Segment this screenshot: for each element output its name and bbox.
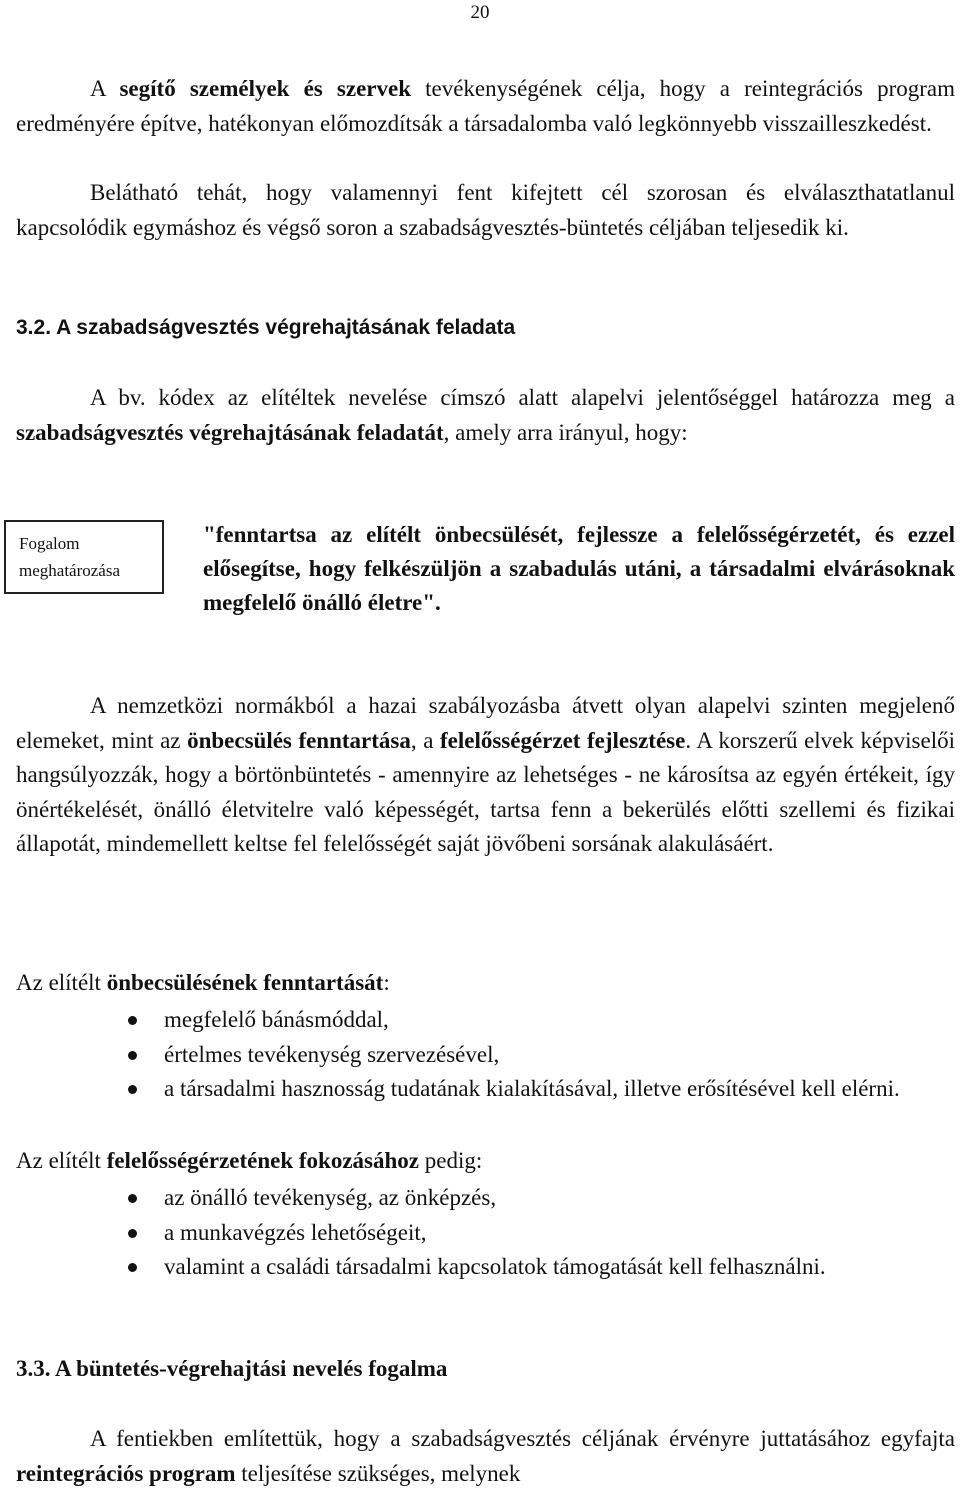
paragraph-purpose: A segítő személyek és szervek tevékenységének célja, hogy a reintegrációs program eredményére építve, hatékonyan előmozdítsák a társadalomba való legkönnyebb visszailleszkedést. [16,76,955,136]
list-item: a társadalmi hasznosság tudatának kialakításával, illetve erősítésével kell elérni. [0,1072,960,1107]
bullet-icon [128,1085,137,1094]
list-item: a munkavégzés lehetőségeit, [0,1216,960,1251]
page-number: 20 [470,2,490,23]
bullet-icon [128,1229,137,1238]
paragraph-reintegration: A fentiekben említettük, hogy a szabadságvesztés céljának érvényre juttatásához egyfajta reintegrációs program teljesítése szükséges, melynek [16,1426,955,1486]
list2-intro: Az elítélt felelősségérzetének fokozásához pedig: [16,1148,483,1173]
definition-box: Fogalom meghatározása [4,520,164,594]
responsibility-list [0,1181,960,1285]
section-heading-3-3: 3.3. A büntetés-végrehajtási nevelés fogalma [16,1356,448,1381]
list-item: értelmes tevékenység szervezésével, [0,1038,960,1073]
paragraph-bv-code: A bv. kódex az elítéltek nevelése címszó alatt alapelvi jelentőséggel határozza meg a szabadságvesztés végrehajtásának feladatát, amely arra irányul, hogy: [16,385,955,445]
bullet-icon [128,1016,137,1025]
paragraph-international-norms: A nemzetközi normákból a hazai szabályozásba átvett olyan alapelvi szinten megjelenő elemeket, mint az önbecsülés fenntartása, a felelősségérzet fejlesztése. A korszerű elvek képviselői hangsúlyozzák, hogy a börtönbüntetés - amennyire az lehetséges - ne károsítsa az egyén értékeit, így önértékelését, önálló életvitelre való képességét, tartsa fenn a bekerülés előtti szellemi és fizikai állapotát, mindemellett keltse fel felelősségét saját jövőbeni sorsának alakulásáért. [16,693,955,856]
bullet-icon [128,1051,137,1060]
section-heading-3-2: 3.2. A szabadságvesztés végrehajtásának feladata [16,316,516,339]
self-esteem-list [0,1003,960,1107]
definition-quote: "fenntartsa az elítélt önbecsülését, fejlessze a felelősségérzetét, és ezzel elősegítse, hogy felkészüljön a szabadulás utáni, a társadalmi elvárásoknak megfelelő önálló életre". [203,522,955,615]
list-item: megfelelő bánásmóddal, [0,1003,960,1038]
bullet-icon [128,1194,137,1203]
bullet-icon [128,1263,137,1272]
list1-intro: Az elítélt önbecsülésének fenntartását: [16,970,390,995]
paragraph-summary: Belátható tehát, hogy valamennyi fent kifejtett cél szorosan és elválaszthatatlanul kapcsolódik egymáshoz és végső soron a szabadságvesztés-büntetés céljában teljesedik ki. [16,180,955,240]
list-item: az önálló tevékenység, az önképzés, [0,1181,960,1216]
list-item: valamint a családi társadalmi kapcsolatok támogatását kell felhasználni. [0,1250,960,1285]
